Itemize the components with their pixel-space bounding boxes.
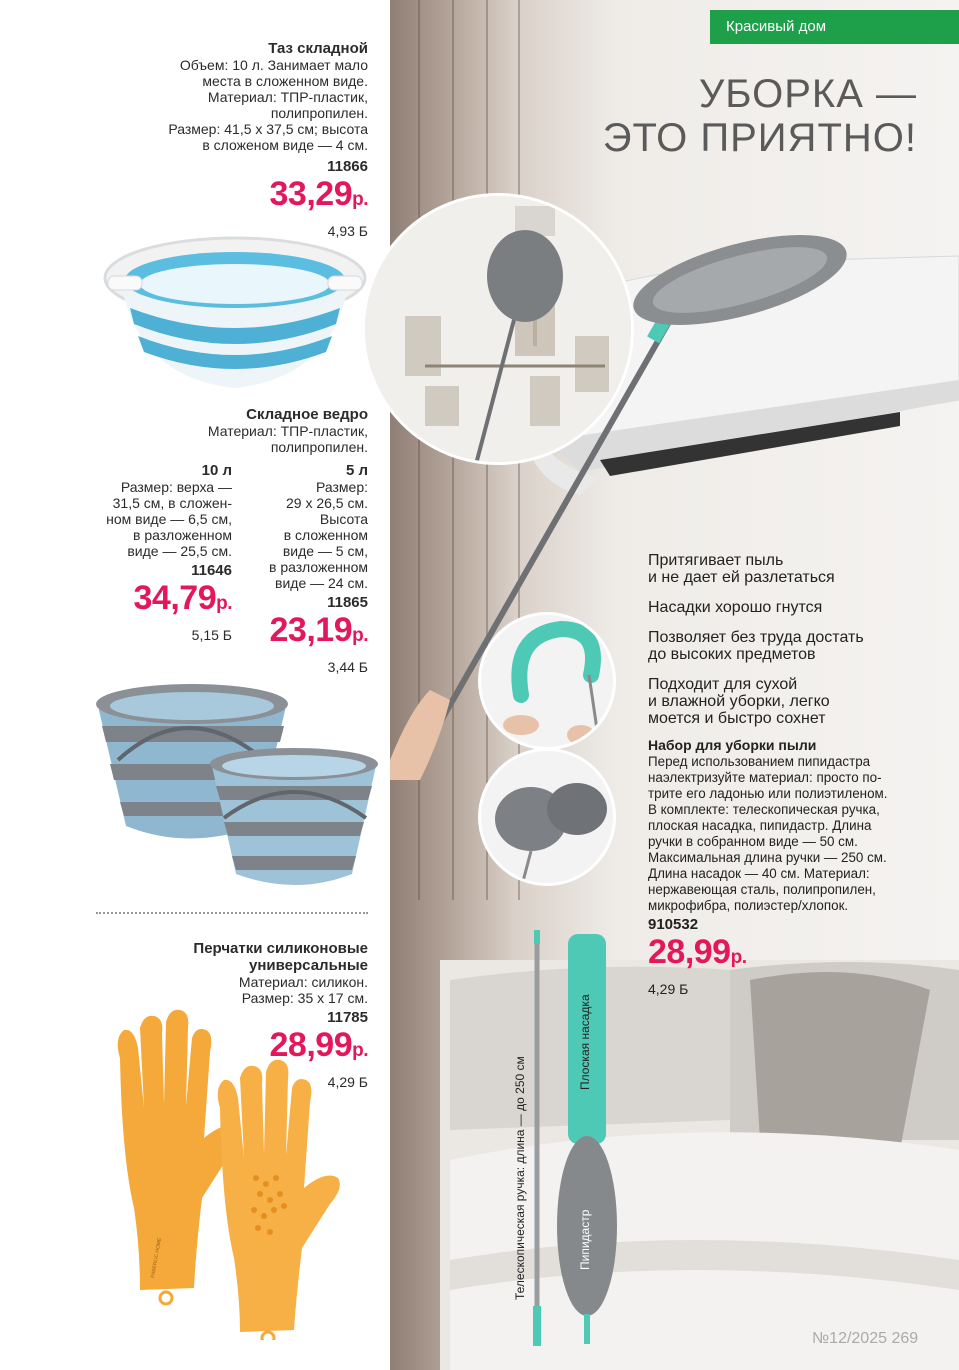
duster-desc-10: микрофибра, полиэстер/хлопок. — [648, 898, 849, 913]
category-badge: Красивый дом — [710, 10, 959, 44]
basin-title: Таз складной — [268, 40, 368, 57]
duster-features — [648, 552, 938, 740]
kit-label-duster: Пипидастр — [578, 1209, 592, 1270]
chandelier-image — [365, 196, 634, 465]
kit-label-flat: Плоская насадка — [578, 994, 592, 1090]
gloves-title-2: универсальные — [249, 957, 368, 974]
duster-nozzle-circle — [478, 748, 616, 886]
bucket-5-price-value: 23,19 — [269, 611, 353, 649]
duster-desc-1: Перед использованием пипидастра — [648, 754, 871, 769]
gloves-brand: FABERLIC HOME — [150, 1237, 164, 1279]
buckets-image — [88, 676, 388, 901]
basin-price-value: 33,29 — [269, 175, 353, 213]
basin-price — [108, 175, 368, 219]
kit-image — [526, 926, 626, 1356]
duster-info — [648, 737, 938, 997]
bucket-5-desc-3: Высота — [319, 511, 368, 527]
feature-1 — [648, 552, 938, 586]
page-number: №12/2025 269 — [812, 1330, 919, 1347]
gloves-code: 11785 — [327, 1009, 368, 1026]
bucket-5-desc-4: в сложенном — [283, 527, 368, 543]
feature-3 — [648, 629, 938, 663]
feature-1-line-1: Притягивает пыль — [648, 552, 784, 569]
headline-line-2: ЭТО ПРИЯТНО! — [602, 116, 917, 160]
duster-code: 910532 — [648, 916, 699, 933]
bucket-5-code: 11865 — [327, 594, 368, 611]
bucket-5-desc-5: виде — 5 см, — [282, 543, 368, 559]
feature-1-line-2: и не дает ей разлетаться — [648, 569, 835, 586]
basin-currency: р. — [352, 189, 368, 210]
basin-desc-3: Материал: ТПР-пластик, — [207, 89, 368, 105]
bucket-10-points: 5,15 Б — [191, 627, 232, 643]
duster-desc-6: ручки в собранном виде — 50 см. — [648, 834, 858, 849]
section-divider — [96, 912, 368, 914]
duster-desc-7: Максимальная длина ручки — 250 см. — [648, 850, 887, 865]
basin-desc-1: Объем: 10 л. Занимает мало — [179, 57, 368, 73]
duster-desc-5: плоская насадка, пипидастр. Длина — [648, 818, 872, 833]
kit-label-handle: Телескопическая ручка: длина — до 250 см — [513, 1056, 527, 1300]
bucket-10-desc-4: в разложенном — [133, 527, 232, 543]
gloves-image — [100, 1008, 340, 1340]
flat-nozzle-circle — [478, 612, 616, 750]
bucket-10-currency: р. — [216, 593, 232, 614]
bucket-5-desc-2: 29 х 26,5 см. — [285, 495, 368, 511]
bucket-5-desc-7: виде — 24 см. — [275, 575, 368, 591]
duster-price-value: 28,99 — [648, 933, 731, 971]
bucket-5-info — [238, 462, 368, 675]
basin-code: 11866 — [327, 158, 368, 175]
gloves-price-value: 28,99 — [269, 1026, 353, 1064]
duster-desc-8: Длина насадок — 40 см. Материал: — [648, 866, 870, 881]
bucket-5-desc-6: в разложенном — [269, 559, 368, 575]
bucket-desc-2: полипропилен. — [270, 439, 368, 455]
bucket-10-title: 10 л — [201, 462, 232, 479]
feature-2 — [648, 599, 938, 616]
duster-desc-9: нержавеющая сталь, полипропилен, — [648, 882, 876, 897]
chandelier-circle — [362, 193, 634, 465]
flat-nozzle-image — [481, 615, 616, 750]
left-column — [0, 0, 390, 1370]
gloves-points: 4,29 Б — [327, 1074, 368, 1090]
basin-image — [100, 228, 370, 398]
gloves-currency: р. — [352, 1040, 368, 1061]
headline-line-1: УБОРКА — — [698, 72, 917, 116]
feature-3-line-2: до высоких предметов — [648, 646, 816, 663]
feature-4-line-2: и влажной уборки, легко — [648, 693, 830, 710]
bucket-5-price — [238, 611, 368, 655]
bucket-10-code: 11646 — [191, 562, 232, 579]
bucket-desc-1: Материал: ТПР-пластик, — [207, 423, 368, 439]
page-headline — [603, 72, 917, 160]
duster-price — [648, 933, 938, 977]
bucket-5-title: 5 л — [345, 462, 368, 479]
duster-points: 4,29 Б — [648, 981, 689, 997]
gloves-desc-1: Материал: силикон. — [238, 974, 368, 990]
basin-desc-4: полипропилен. — [270, 105, 368, 121]
basin-points: 4,93 Б — [327, 223, 368, 239]
gloves-title-1: Перчатки силиконовые — [193, 940, 368, 957]
gloves-desc-2: Размер: 35 х 17 см. — [241, 990, 368, 1006]
bucket-10-desc-1: Размер: верха — — [120, 479, 232, 495]
bucket-10-desc-2: 31,5 см, в сложен- — [112, 495, 232, 511]
feature-4-line-3: моется и быстро сохнет — [648, 710, 826, 727]
bucket-title: Складное ведро — [246, 406, 368, 423]
basin-info — [108, 40, 368, 239]
duster-title: Набор для уборки пыли — [648, 737, 817, 753]
duster-currency: р. — [730, 947, 747, 968]
bucket-info — [108, 406, 368, 455]
feature-2-line-1: Насадки хорошо гнутся — [648, 599, 823, 616]
feature-4 — [648, 676, 938, 727]
basin-desc-2: места в сложенном виде. — [202, 73, 368, 89]
bucket-5-desc-1: Размер: — [315, 479, 368, 495]
sofa-image — [430, 960, 959, 1370]
bucket-10-desc-3: ном виде — 6,5 см, — [106, 511, 232, 527]
duster-desc-3: трите его ладонью или полиэтиленом. — [648, 786, 888, 801]
basin-desc-5: Размер: 41,5 х 37,5 см; высота — [168, 121, 368, 137]
bucket-10-price-value: 34,79 — [133, 579, 217, 617]
bucket-10-info — [82, 462, 232, 643]
bucket-10-price — [82, 579, 232, 623]
feature-4-line-1: Подходит для сухой — [648, 676, 798, 693]
bucket-10-desc-5: виде — 25,5 см. — [127, 543, 232, 559]
bucket-5-points: 3,44 Б — [327, 659, 368, 675]
basin-desc-6: в сложеном виде — 4 см. — [202, 137, 368, 153]
duster-desc-2: наэлектризуйте материал: просто по- — [648, 770, 882, 785]
feature-3-line-1: Позволяет без труда достать — [648, 629, 864, 646]
duster-nozzle-image — [481, 751, 616, 886]
bucket-5-currency: р. — [352, 625, 368, 646]
duster-desc-4: В комплекте: телескопическая ручка, — [648, 802, 880, 817]
